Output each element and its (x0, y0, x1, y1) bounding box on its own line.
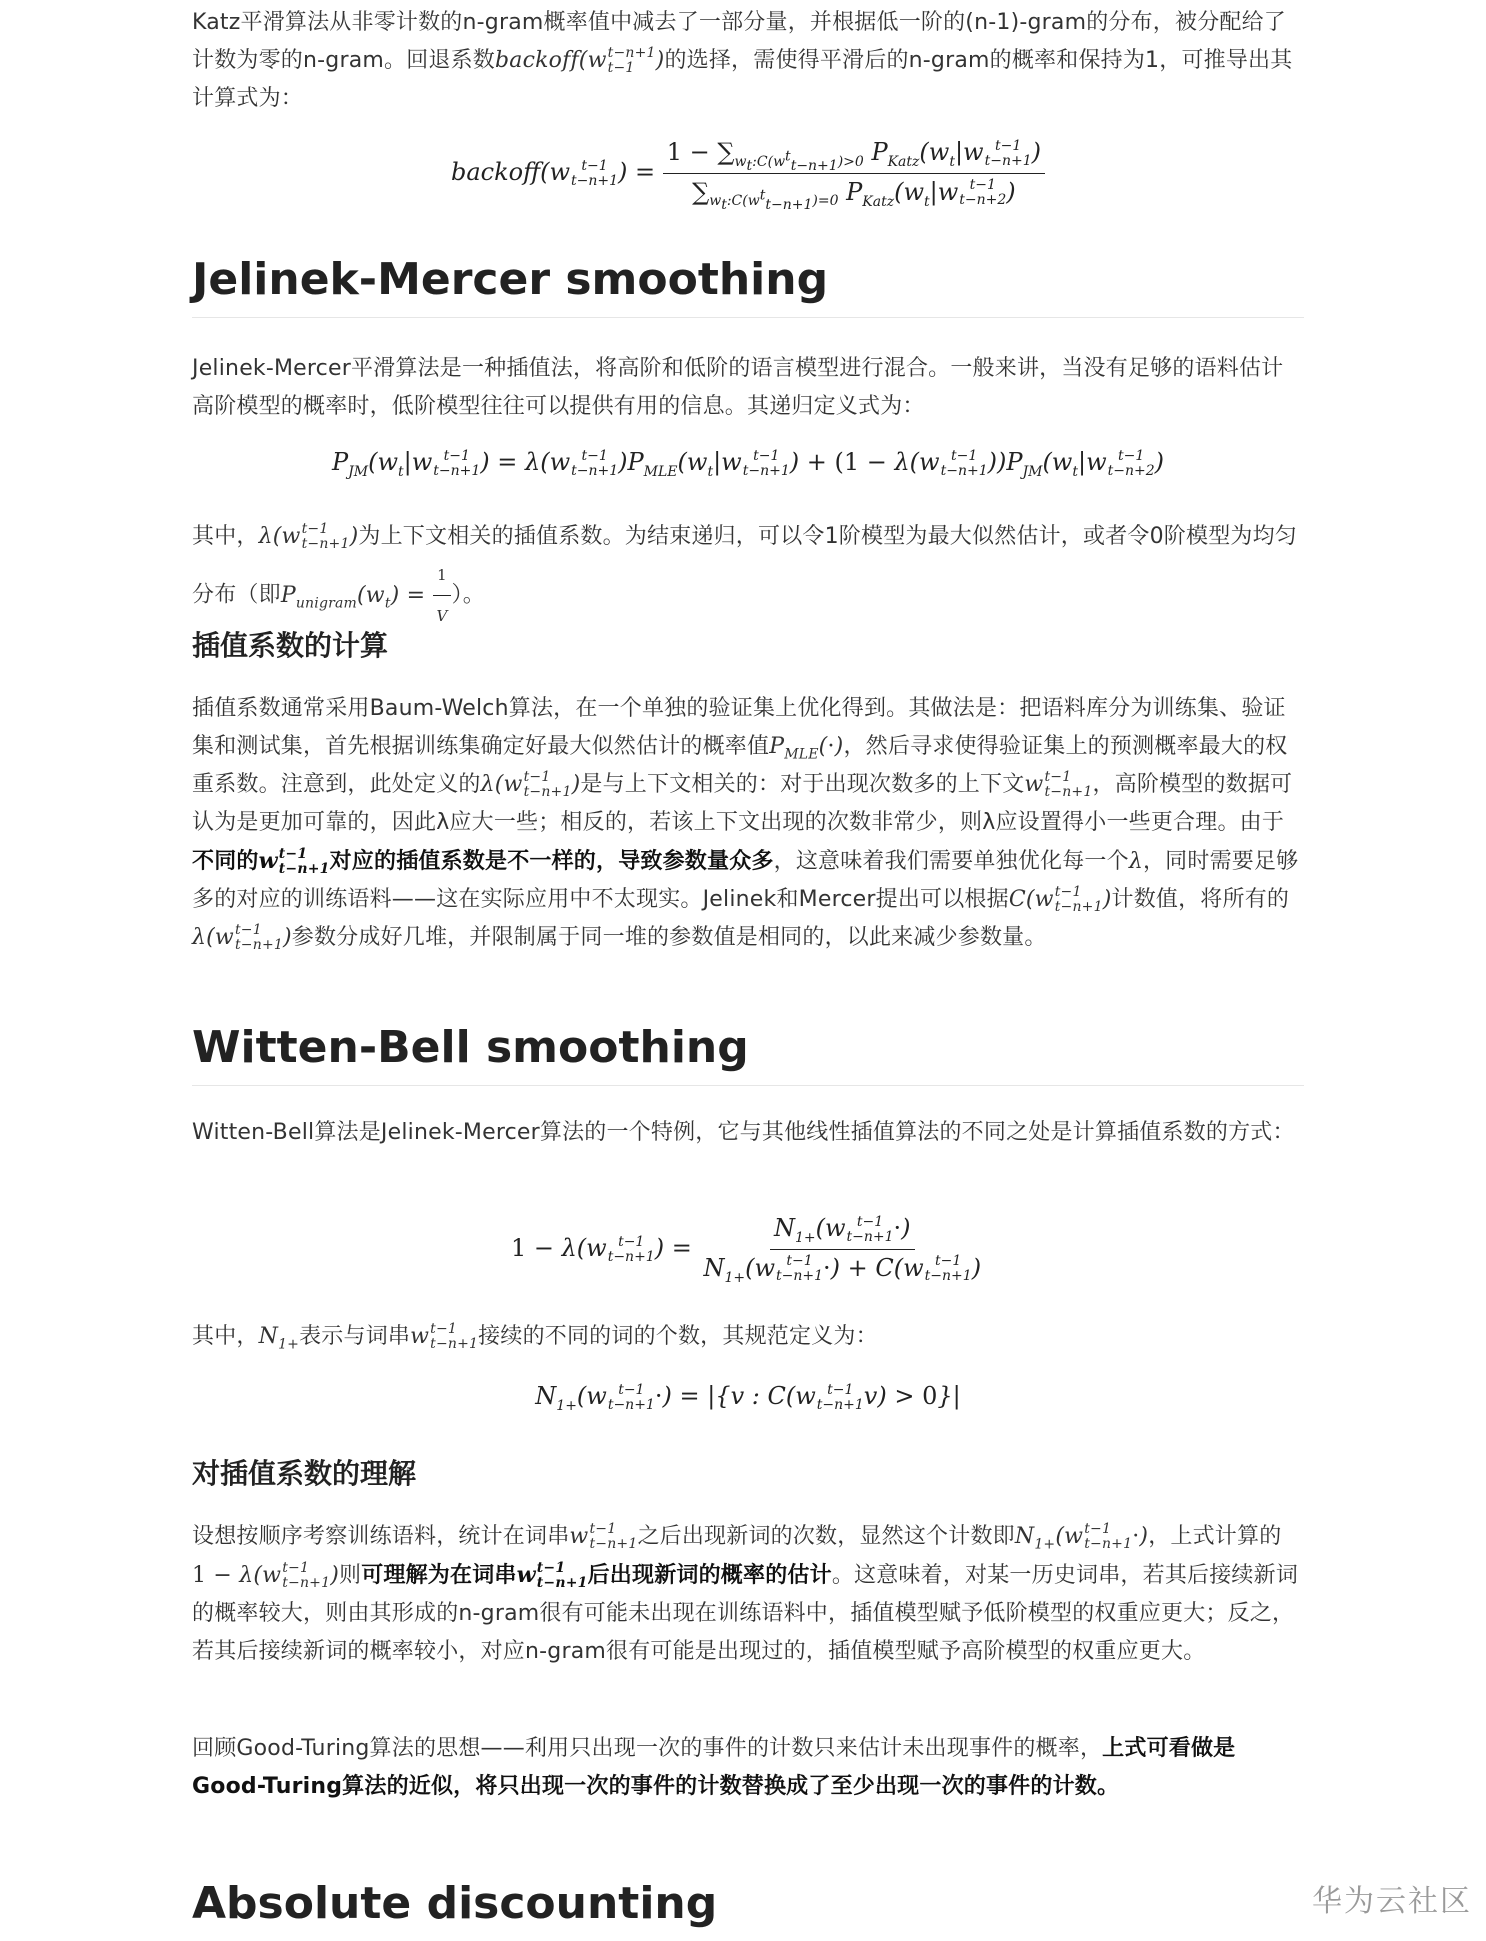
wb-paragraph-3-block (192, 1518, 1304, 1671)
jm-p2-text-b: 为上下文相关的插值系数。为结束递归，可以令1阶模型为最大似然估计，或者令0阶模型为均匀分布（即 (192, 524, 1297, 608)
math-one-minus-lambda: 1 − λ(w t−1 t−n+1 ) (192, 1560, 339, 1591)
math-context-inline-bold: w t−1 t−n+1 (258, 846, 330, 877)
heading-jelinek-mercer: Jelinek-Mercer smoothing (192, 254, 1304, 318)
subheading-interp-coef-calc: 插值系数的计算 (192, 629, 389, 662)
math-context-inline-wb-2: w t−1 t−n+1 (569, 1521, 638, 1552)
wb-paragraph-1: Witten-Bell算法是Jelinek-Mercer算法的一个特例，它与其他线性插值算法的不同之处是计算插值系数的方式： (192, 1120, 1295, 1145)
heading-absolute-discounting: Absolute discounting (192, 1878, 718, 1929)
wb-paragraph-2 (192, 1318, 1304, 1356)
math-lambda-inline-2: λ(w t−1 t−n+1 ) (480, 769, 581, 800)
jm-p3-text-a: 插值系数通常采用Baum-Welch算法，在一个单独的验证集上优化得到。其做法是：把语料库分为训练集、验证集和测试集，首先根据训练集确定好最大似然估计的概率值 (192, 696, 1286, 759)
math-unigram-inline: $P_{unigram}(w_t)$ = $\frac{1}{V}$ (281, 583, 452, 608)
formula-witten-bell: 1 − λ(w t−1 t−n+1 ) = $N_{1+}(w$ t−1 t−n+1 ·) $N_{1+}(w$ t−1 t−n+1 ·) + C(w t−1 t−n+1 ) (510, 1213, 982, 1286)
jm-p3-text-b: ，然后寻求使得验证集上的预测概率最大的权重系数。注意到，此处定义的 (192, 734, 1288, 797)
formula-jelinek-mercer: $P_{JM}(w_t|w$ t−1 t−n+1 ) = λ(w t−1 t−n+1 )$P_{MLE}(w_t|w$ t−1 t−n+1 ) + (1 − λ(w t−1 t−n+1 ))$P_{JM}(w_t|w$ t−1 t−n+2 ) (331, 447, 1165, 480)
jm-p3-text-f: ，同时需要足够多的对应的训练语料——这在实际应用中不太现实。Jelinek和Mercer提出可以根据 (192, 849, 1299, 912)
math-context-inline-wb-bold: w t−1 t−n+1 (516, 1560, 588, 1591)
wb-p2-text-a: 其中， (192, 1324, 259, 1349)
wb-paragraph-2-block (192, 1318, 1304, 1356)
wb-paragraph-3 (192, 1518, 1304, 1671)
wb-p3-bold-2: 后出现新词的概率的估计 (587, 1563, 832, 1588)
jm-p3-text-d: ，高阶模型的数据可认为是更加可靠的，因此λ应大一些；相反的，若该上下文出现的次数非常少，则λ应设置得小一些更合理。由于 (192, 772, 1293, 835)
math-n1plus-symbol: $N_{1+}$ (258, 1324, 300, 1353)
katz-text-1: Katz平滑算法从非零计数的n-gram概率值中减去了一部分量，并根据低一阶的(n-1)-gram的分布，被分配给了计数为零的n-gram。回退系数 (192, 10, 1287, 73)
heading-witten-bell: Witten-Bell smoothing (192, 1022, 1304, 1086)
jm-p2-text-a: 其中， (192, 524, 259, 549)
wb-p4-text-a: 回顾Good-Turing算法的思想——利用只出现一次的事件的计数只来估计未出现事件的概率， (192, 1736, 1103, 1761)
wb-p3-text-e: 。这意味着，对某一历史词串，若其后接续新词的概率较大，则由其形成的n-gram很有可能未出现在训练语料中，插值模型赋予低阶模型的权重应更大；反之，若其后接续新词的概率较小，对应n-gram很有可能是出现过的，插值模型赋予高阶模型的权重应更大。 (192, 1563, 1299, 1664)
wb-p3-text-a: 设想按顺序考察训练语料，统计在词串 (192, 1524, 570, 1549)
jm-p3-text-g: 计数值，将所有的 (1111, 887, 1290, 912)
formula-backoff: backoff(w t−1 t−n+1 ) = $1 - \sum_{w_t:C(w^t_{t-n+1})>0}$ $P_{Katz}(w_t|w$ t−1 t−n+1 ) $\sum_{w_t:C(w^t_{t-n+1})=0}$ $P_{Katz}(w_t|w$ t−1 t−n+2 ) (192, 138, 1304, 208)
math-pmle-inline: $P_{MLE}(\cdot)$ (769, 734, 844, 763)
math-context-inline: w t−1 t−n+1 (1024, 769, 1093, 800)
wb-paragraph-1-block (192, 1114, 1304, 1152)
katz-paragraph (192, 4, 1304, 118)
jm-paragraph-3 (192, 690, 1304, 957)
jm-p3-text-e: ，这意味着我们需要单独优化每一个 (773, 849, 1129, 874)
jm-paragraph-3-block (192, 690, 1304, 957)
jm-p3-bold-1: 不同的 (192, 849, 259, 874)
wb-p3-bold-1: 可理解为在词串 (361, 1563, 517, 1588)
jm-p3-bold-2: 对应的插值系数是不一样的，导致参数量众多 (329, 849, 774, 874)
jm-p2-text-c: ）。 (451, 582, 485, 608)
jm-p3-text-c: 是与上下文相关的：对于出现次数多的上下文 (580, 772, 1025, 797)
wb-paragraph-4 (192, 1730, 1304, 1806)
math-count-inline: C(w t−1 t−n+1 ) (1008, 884, 1112, 915)
jm-paragraph-1: Jelinek-Mercer平滑算法是一种插值法，将高阶和低阶的语言模型进行混合。一般来讲，当没有足够的语料估计高阶模型的概率时，低阶模型往往可以提供有用的信息。其递归定义式为： (192, 356, 1284, 419)
subheading-interp-coef-understanding: 对插值系数的理解 (192, 1457, 417, 1490)
math-n1plus-inline: $N_{1+}(w$ t−1 t−n+1 ·) (1014, 1521, 1149, 1553)
jm-paragraph-2 (192, 518, 1304, 635)
wb-p2-text-c: 接续的不同的词的个数，其规范定义为： (478, 1324, 878, 1349)
wb-p3-text-c: ，上式计算的 (1148, 1524, 1282, 1549)
jm-p3-bold (192, 846, 774, 877)
jm-p3-text-h: 参数分成好几堆，并限制属于同一堆的参数值是相同的，以此来减少参数量。 (291, 925, 1047, 950)
watermark-huawei-cloud: 华为云社区 (1312, 1884, 1472, 1919)
wb-p4-bold: 上式可看做是Good-Turing算法的近似，将只出现一次的事件的计数替换成了至少出现一次的事件的计数。 (192, 1736, 1236, 1799)
wb-paragraph-4-block (192, 1730, 1304, 1806)
formula-n1plus-definition: $N_{1+}(w$ t−1 t−n+1 ·) = |{v : C(w t−1 t−n+1 v) > 0}| (535, 1381, 961, 1414)
jm-paragraph-2-block (192, 518, 1304, 635)
jm-paragraph-1-block (192, 350, 1304, 426)
wb-p3-bold (361, 1560, 832, 1591)
math-lambda-symbol: λ (1128, 849, 1143, 874)
math-lambda-inline-3: λ(w t−1 t−n+1 ) (192, 922, 292, 953)
wb-p3-text-b: 之后出现新词的次数，显然这个计数即 (637, 1524, 1015, 1549)
wb-p2-text-b: 表示与词串 (299, 1324, 411, 1349)
math-context-inline-wb: w t−1 t−n+1 (410, 1321, 479, 1352)
katz-text-2: 的选择，需使得平滑后的n-gram的概率和保持为1，可推导出其计算式为： (192, 48, 1293, 111)
katz-paragraph-block (192, 4, 1304, 118)
wb-p3-text-d: 则 (339, 1563, 362, 1588)
math-backoff-inline: backoff(w t−n+1 t−1 ) (495, 45, 665, 76)
math-lambda-inline: λ(w t−1 t−n+1 ) (258, 521, 359, 552)
